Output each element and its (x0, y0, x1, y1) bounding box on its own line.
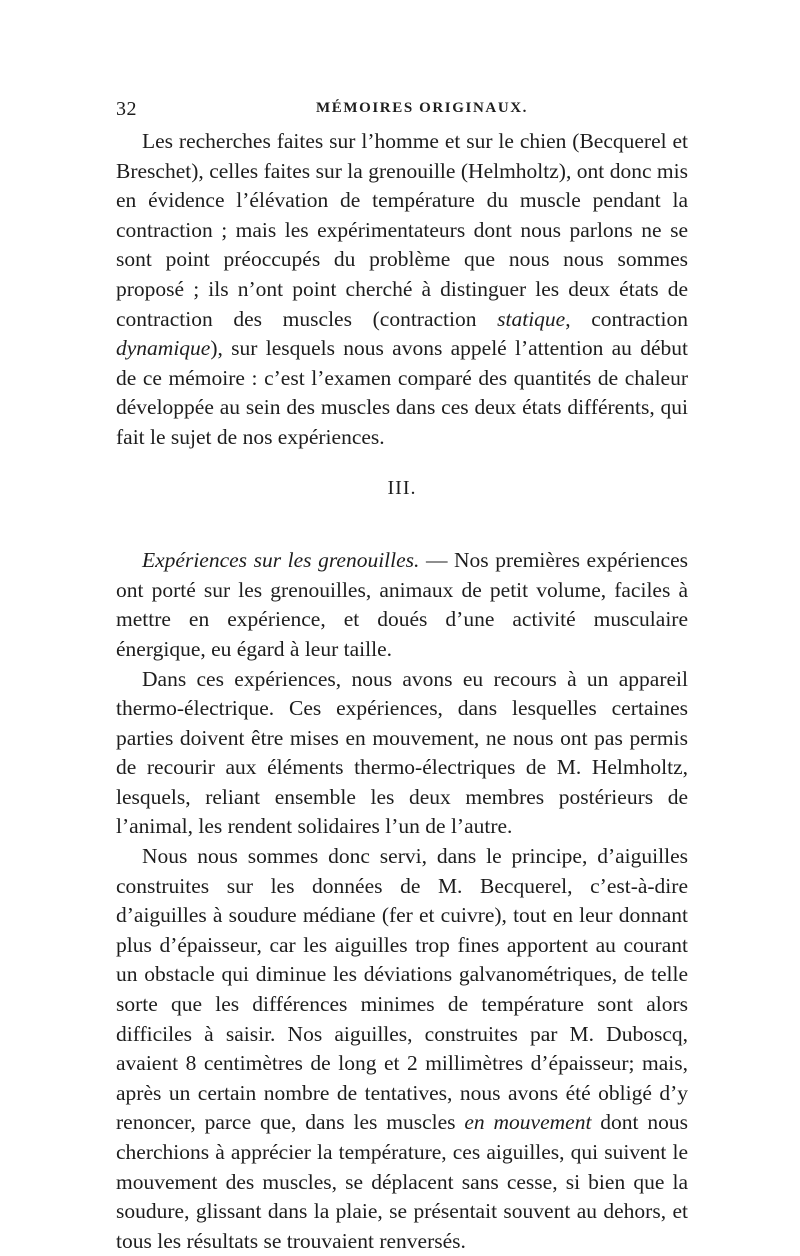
emphasis-statique: statique (497, 306, 566, 331)
paragraph-1-text-b: , contraction (565, 306, 688, 331)
emphasis-dynamique: dynamique (116, 336, 211, 361)
page-number: 32 (116, 98, 137, 120)
paragraph-4 (116, 842, 688, 1256)
page-header (116, 98, 688, 124)
paragraph-2 (116, 546, 688, 664)
section-heading: III. (387, 476, 417, 499)
paragraph-4-text-a: Nous nous sommes donc servi, dans le principe, d’aiguilles construites sur les données de M. Becquerel, c’est-à-dire d’aiguilles à soudure médiane (fer et cuivre), tout en leur donnant plus d’épaisseur, car les aiguilles trop fines apportent au courant un obstacle qui diminue les déviations galvanométriques, de telle sorte que les différences minimes de température sont alors difficiles à saisir. Nos aiguilles, construites par M. Duboscq, avaient 8 centimètres de long et 2 millimètres d’épaisseur; mais, après un certain nombre de tentatives, nous avons été obligé d’y renoncer, parce que, dans les muscles (116, 844, 688, 1135)
paragraph-3-text: Dans ces expériences, nous avons eu recours à un appareil thermo-électrique. Ces expériences, dans lesquelles certaines parties doivent être mises en mouvement, ne nous ont pas permis de recourir aux éléments thermo-électriques de M. Helmholtz, lesquels, reliant ensemble les deux membres postérieurs de l’animal, les rendent solidaires l’un de l’autre. (116, 666, 688, 839)
paragraph-3 (116, 665, 688, 843)
subsection-title: Expériences sur les grenouilles. (142, 548, 420, 573)
paragraph-2-text: — Nos premières expériences ont porté sur les grenouilles, animaux de petit volume, faciles à mettre en expérience, et doués d’une activité musculaire énergique, eu égard à leur taille. (116, 548, 688, 661)
body-text (116, 127, 688, 1256)
emphasis-en-mouvement: en mouvement (464, 1110, 592, 1135)
paragraph-1-text-a: Les recherches faites sur l’homme et sur le chien (Becquerel et Breschet), celles faites sur la grenouille (Helmholtz), ont donc mis en évidence l’élévation de température du muscle pendant la contraction ; mais les expérimentateurs dont nous parlons ne se sont point préoccupés du problème que nous nous sommes proposé ; ils n’ont point cherché à distinguer les deux états de contraction des muscles (contraction (116, 129, 688, 331)
paragraph-1-text-c: ), sur lesquels nous avons appelé l’attention au début de ce mémoire : c’est l’examen comparé des quantités de chaleur développée au sein des muscles dans ces deux états différents, qui fait le sujet de nos expériences. (116, 336, 688, 449)
paragraph-4-text-b: dont nous cherchions à apprécier la température, ces aiguilles, qui suivent le mouvement des muscles, se déplacent sans cesse, si bien que la soudure, glissant dans la plaie, se présentait souvent au dehors, et tous les résultats se trouvaient renversés. (116, 1110, 688, 1253)
running-head: MÉMOIRES ORIGINAUX. (315, 100, 529, 116)
paragraph-1 (116, 127, 688, 453)
